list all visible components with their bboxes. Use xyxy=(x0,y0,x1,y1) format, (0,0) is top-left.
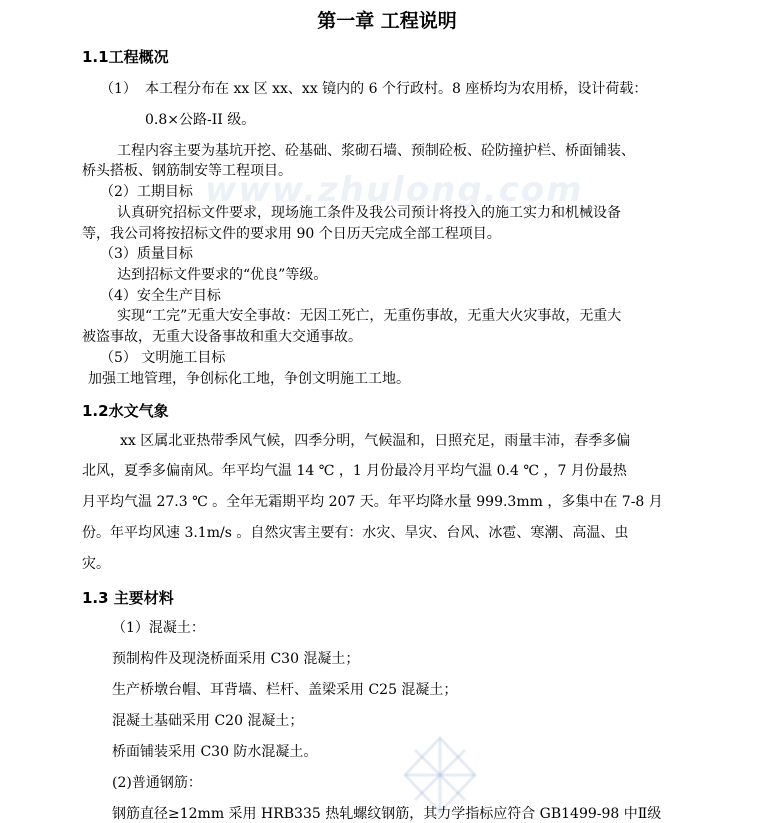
item2-line1: 认真研究招标文件要求，现场施工条件及我公司预计将投入的施工实力和机械设备 xyxy=(117,205,621,221)
hydrology-line2: 北风，夏季多偏南风。年平均气温 14 ℃ ，1 月份最冷月平均气温 0.4 ℃ ，7 月份最热 xyxy=(82,463,627,479)
concrete-heading: （1）混凝土： xyxy=(112,620,205,636)
item3-line1: 达到招标文件要求的“优良”等级。 xyxy=(117,267,328,283)
watermark-text: www.zhulong.com xyxy=(205,170,584,210)
item1-continuation: 0.8×公路-II 级。 xyxy=(145,112,256,128)
item4-heading: （4）安全生产目标 xyxy=(100,288,221,304)
content-paragraph-line1: 工程内容主要为基坑开挖、砼基础、浆砌石墙、预制砼板、砼防撞护栏、桥面铺装、 xyxy=(117,143,635,159)
concrete-line2: 生产桥墩台帽、耳背墙、栏杆、盖梁采用 C25 混凝土； xyxy=(112,682,458,698)
hydrology-line1: xx 区属北亚热带季风气候，四季分明，气候温和，日照充足，雨量丰沛，春季多偏 xyxy=(120,433,631,449)
item1-label: （1） xyxy=(100,81,137,97)
section-heading-materials: 1.3 主要材料 xyxy=(82,589,174,607)
page-title: 第一章 工程说明 xyxy=(317,10,457,32)
item2-heading: （2）工期目标 xyxy=(100,184,193,200)
hydrology-line3: 月平均气温 27.3 ℃ 。全年无霜期平均 207 天。年平均降水量 999.3mm ，多集中在 7-8 月 xyxy=(82,494,663,510)
concrete-line1: 预制构件及现浇桥面采用 C30 混凝土； xyxy=(112,651,360,667)
item4-line2: 被盗事故，无重大设备事故和重大交通事故。 xyxy=(82,329,362,345)
item4-line1: 实现“工完”无重大安全事故：无因工死亡，无重伤事故，无重大火灾事故，无重大 xyxy=(117,308,622,324)
item3-heading: （3）质量目标 xyxy=(100,246,193,262)
rebar-heading: (2)普通钢筋： xyxy=(112,775,202,791)
concrete-line3: 混凝土基础采用 C20 混凝土； xyxy=(112,713,304,729)
item5-heading: （5） 文明施工目标 xyxy=(100,350,226,366)
section-heading-overview: 1.1工程概况 xyxy=(82,48,169,66)
rebar-line1: 钢筋直径≥12mm 采用 HRB335 热轧螺纹钢筋，其力学指标应符合 GB1499-98 中Ⅱ级 xyxy=(112,806,662,822)
item2-line2: 等，我公司将按招标文件的要求用 90 个日历天完成全部工程项目。 xyxy=(82,226,501,242)
item1-text: 本工程分布在 xx 区 xx、xx 镜内的 6 个行政村。8 座桥均为农用桥，设计荷载： xyxy=(145,81,648,97)
hydrology-line4: 份。年平均风速 3.1m/s 。自然灾害主要有：水灾、旱灾、台风、冰雹、寒潮、高温、虫 xyxy=(82,525,629,541)
hydrology-line5: 灾。 xyxy=(82,556,110,572)
content-paragraph-line2: 桥头搭板、钢筋制安等工程项目。 xyxy=(82,163,292,179)
section-heading-hydrology: 1.2水文气象 xyxy=(82,402,169,420)
concrete-line4: 桥面铺装采用 C30 防水混凝土。 xyxy=(112,744,318,760)
item5-line1: 加强工地管理，争创标化工地，争创文明施工工地。 xyxy=(88,371,410,387)
